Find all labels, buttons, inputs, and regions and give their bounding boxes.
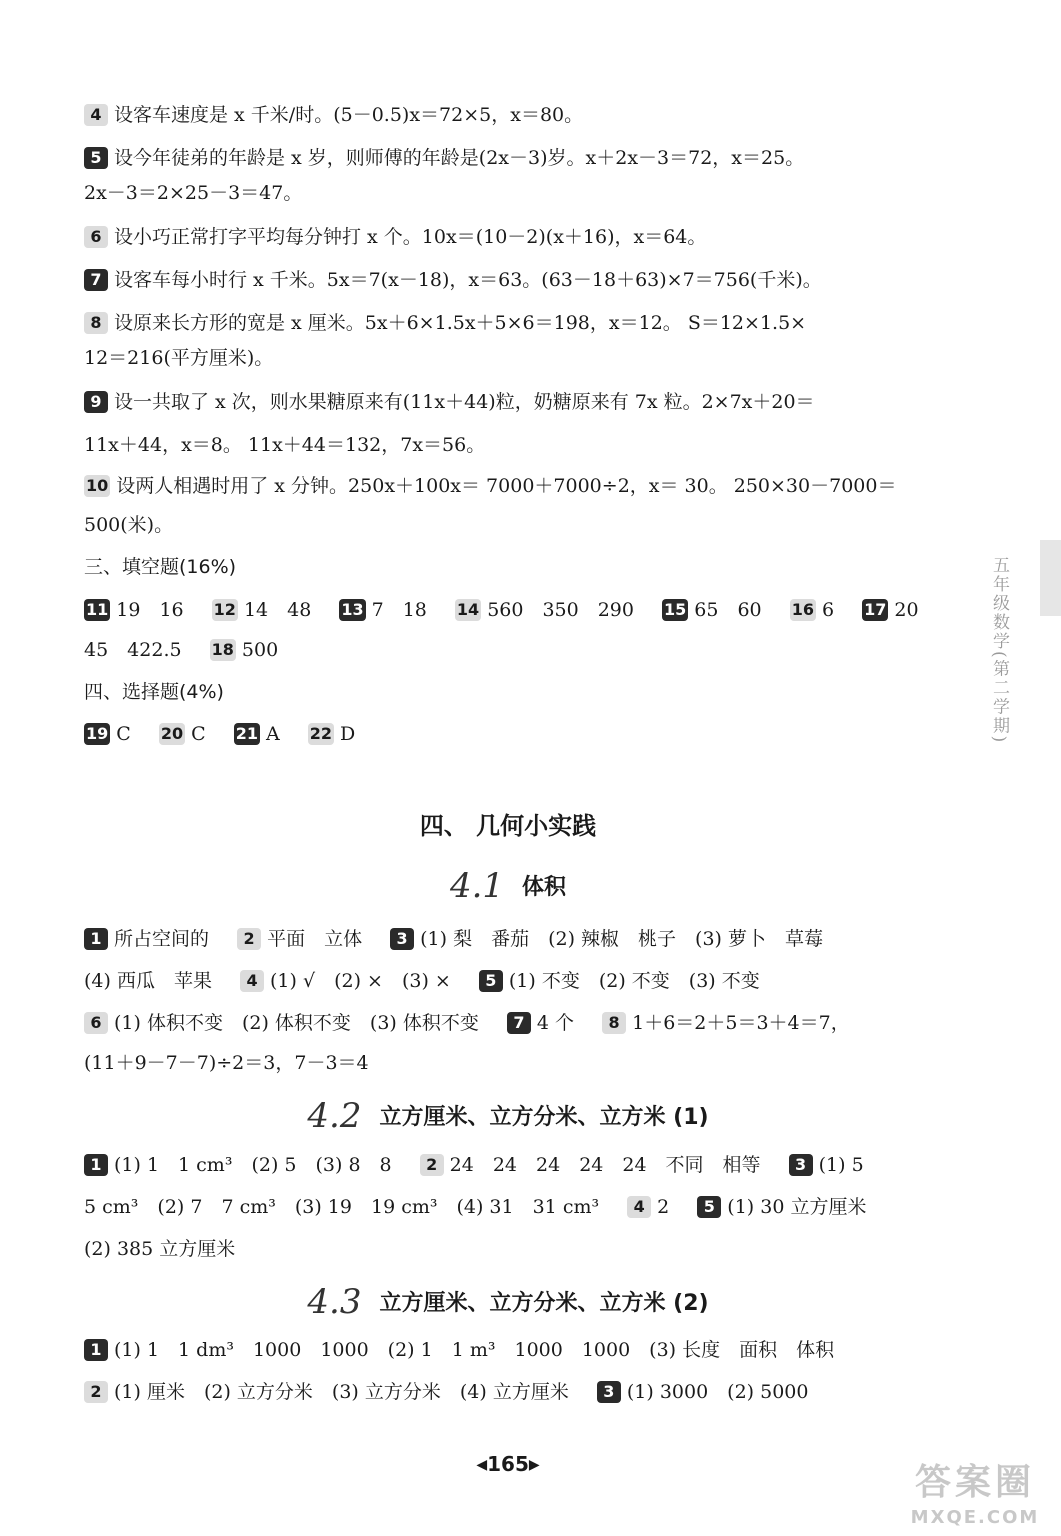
answer-item: 3 (1) 梨 番茄 (2) 辣椒 桃子 (3) 萝卜 草莓 bbox=[390, 928, 823, 950]
solution-text: 设一共取了 x 次，则水果糖原来有(11x＋44)粒，奶糖原来有 7x 粒。2×7x＋20＝ bbox=[114, 391, 815, 413]
watermark-line-1: 答案圈 bbox=[914, 1462, 1035, 1503]
solution-text: 设两人相遇时用了 x 分钟。250x＋100x＝ 7000＋7000÷2，x＝ 30。 250×30－7000＝ bbox=[116, 475, 897, 497]
solution-8-cont: 12＝216(平方厘米)。 bbox=[84, 347, 274, 369]
number-badge: 7 bbox=[507, 1012, 531, 1034]
fill-answer: 18 500 bbox=[211, 639, 279, 661]
number-badge: 20 bbox=[160, 724, 184, 743]
solution-10-cont: 500(米)。 bbox=[84, 514, 174, 536]
number-badge: 6 bbox=[84, 226, 108, 248]
solution-text: 设原来长方形的宽是 x 厘米。5x＋6×1.5x＋5×6＝198，x＝12。 S＝12×1.5× bbox=[114, 312, 807, 334]
number-badge: 16 bbox=[791, 600, 814, 619]
number-badge: 1 bbox=[84, 1339, 108, 1361]
watermark bbox=[895, 1454, 1055, 1528]
page-number-value: 165 bbox=[487, 1452, 529, 1476]
solution-4 bbox=[84, 102, 583, 128]
answer-item: 4 (1) √ (2) × (3) × bbox=[240, 970, 451, 992]
number-badge: 4 bbox=[627, 1196, 651, 1218]
answer-item: 7 4 个 bbox=[507, 1012, 574, 1034]
number-badge: 10 bbox=[86, 476, 109, 495]
fill-answer-cont: 45 422.5 bbox=[84, 639, 182, 661]
fill-answer: 12 14 48 bbox=[213, 599, 312, 621]
solution-5 bbox=[84, 145, 804, 171]
choice-answer: 20 C bbox=[160, 723, 206, 745]
answer-item: 5 (1) 30 立方厘米 bbox=[697, 1196, 866, 1218]
section-number: 4.3 bbox=[307, 1282, 362, 1322]
sec41-line-2 bbox=[84, 968, 760, 994]
answer-item: 6 (1) 体积不变 (2) 体积不变 (3) 体积不变 bbox=[84, 1012, 479, 1034]
sec43-line-1 bbox=[84, 1337, 834, 1363]
number-badge: 2 bbox=[237, 928, 261, 950]
sec41-line-4: (11＋9－7－7)÷2＝3，7－3＝4 bbox=[84, 1052, 369, 1074]
left-arrow-icon: ◀ bbox=[476, 1457, 488, 1473]
side-tab-marker bbox=[1040, 540, 1061, 616]
answer-item: 2 (1) 厘米 (2) 立方分米 (3) 立方分米 (4) 立方厘米 bbox=[84, 1381, 569, 1403]
number-badge: 21 bbox=[235, 724, 258, 743]
solution-text: 设小巧正常打字平均每分钟打 x 个。10x＝(10－2)(x＋16)，x＝64。 bbox=[114, 226, 707, 248]
side-label: 五年级数学(第二学期) bbox=[989, 556, 1009, 745]
number-badge: 15 bbox=[664, 600, 687, 619]
number-badge: 9 bbox=[84, 391, 108, 413]
solution-6 bbox=[84, 224, 706, 250]
section-4-1-heading bbox=[0, 866, 1016, 906]
answer-cont: (4) 西瓜 苹果 bbox=[84, 970, 212, 992]
fill-answer: 17 20 bbox=[864, 599, 919, 621]
fill-answer: 11 19 16 bbox=[86, 599, 184, 621]
number-badge: 3 bbox=[390, 928, 414, 950]
sec42-line-3: (2) 385 立方厘米 bbox=[84, 1238, 236, 1260]
number-badge: 4 bbox=[84, 104, 108, 126]
solution-7 bbox=[84, 267, 822, 293]
sec43-line-2 bbox=[84, 1379, 809, 1405]
number-badge: 22 bbox=[309, 724, 333, 743]
number-badge: 5 bbox=[84, 147, 108, 169]
number-badge: 2 bbox=[420, 1154, 444, 1176]
solution-9-cont: 11x＋44，x＝8。 11x＋44＝132，7x＝56。 bbox=[84, 434, 486, 456]
fill-answers-line-2 bbox=[84, 637, 278, 663]
number-badge: 5 bbox=[697, 1196, 721, 1218]
number-badge: 2 bbox=[84, 1381, 108, 1403]
number-badge: 6 bbox=[84, 1012, 108, 1034]
solution-text: 设客车速度是 x 千米/时。(5－0.5)x＝72×5，x＝80。 bbox=[114, 104, 584, 126]
answer-item: 2 24 24 24 24 24 不同 相等 bbox=[420, 1154, 761, 1176]
section-4-3-heading bbox=[0, 1282, 1016, 1322]
answer-item: 1 所占空间的 bbox=[84, 928, 209, 950]
answer-item: 5 (1) 不变 (2) 不变 (3) 不变 bbox=[479, 970, 760, 992]
sec41-line-3 bbox=[84, 1010, 850, 1036]
sec42-line-2 bbox=[84, 1194, 866, 1220]
solution-10 bbox=[84, 473, 896, 499]
sec42-line-1 bbox=[84, 1152, 864, 1178]
page-number bbox=[0, 1452, 1016, 1476]
number-badge: 12 bbox=[213, 600, 236, 619]
choice-answer: 19 C bbox=[86, 723, 131, 745]
answer-item: 1 (1) 1 1 cm³ (2) 5 (3) 8 8 bbox=[84, 1154, 392, 1176]
number-badge: 8 bbox=[84, 312, 108, 334]
fill-answer: 15 65 60 bbox=[664, 599, 762, 621]
choice-answer: 21 A bbox=[235, 723, 280, 745]
section-title: 体积 bbox=[522, 875, 567, 900]
section-4-2-heading bbox=[0, 1096, 1016, 1136]
answer-item: 4 2 bbox=[627, 1196, 669, 1218]
number-badge: 18 bbox=[211, 640, 234, 659]
fill-answer: 13 7 18 bbox=[341, 599, 427, 621]
number-badge: 3 bbox=[597, 1381, 621, 1403]
answer-item: 3 (1) 5 bbox=[789, 1154, 864, 1176]
section-heading-fill: 三、填空题(16%) bbox=[84, 556, 237, 578]
choice-answers-line bbox=[84, 721, 377, 747]
number-badge: 13 bbox=[341, 600, 364, 619]
fill-answer: 14 560 350 290 bbox=[456, 599, 634, 621]
solution-9 bbox=[84, 389, 815, 415]
number-badge: 8 bbox=[602, 1012, 626, 1034]
section-number: 4.1 bbox=[449, 866, 505, 906]
answer-item: 2 平面 立体 bbox=[237, 928, 362, 950]
choice-answer: 22 D bbox=[309, 723, 356, 745]
number-badge: 5 bbox=[479, 970, 503, 992]
number-badge: 14 bbox=[456, 600, 480, 619]
fill-answers-line bbox=[84, 597, 941, 623]
solution-8 bbox=[84, 310, 806, 336]
section-title: 立方厘米、立方分米、立方米 (2) bbox=[379, 1291, 709, 1316]
section-heading-choice: 四、选择题(4%) bbox=[84, 681, 224, 703]
sec41-line-1 bbox=[84, 926, 823, 952]
solution-text: 设客车每小时行 x 千米。5x＝7(x－18)，x＝63。(63－18＋63)×7＝756(千米)。 bbox=[114, 269, 822, 291]
solution-text: 设今年徒弟的年龄是 x 岁，则师傅的年龄是(2x－3)岁。x＋2x－3＝72，x＝25。 bbox=[114, 147, 805, 169]
answer-item: 8 1＋6＝2＋5＝3＋4＝7， bbox=[602, 1012, 850, 1034]
watermark-line-2: MXQE.COM bbox=[910, 1507, 1040, 1528]
number-badge: 3 bbox=[789, 1154, 813, 1176]
solution-5-cont: 2x－3＝2×25－3＝47。 bbox=[84, 182, 303, 204]
number-badge: 1 bbox=[84, 1154, 108, 1176]
answer-cont: 5 cm³ (2) 7 7 cm³ (3) 19 19 cm³ (4) 31 31 cm³ bbox=[84, 1196, 600, 1218]
number-badge: 19 bbox=[86, 724, 109, 743]
number-badge: 7 bbox=[84, 269, 108, 291]
answer-item: 1 (1) 1 1 dm³ 1000 1000 (2) 1 1 m³ 1000 1000 (3) 长度 面积 体积 bbox=[84, 1339, 834, 1361]
answer-item: 3 (1) 3000 (2) 5000 bbox=[597, 1381, 809, 1403]
section-number: 4.2 bbox=[307, 1096, 362, 1136]
right-arrow-icon: ▶ bbox=[528, 1457, 540, 1473]
chapter-title: 四、 几何小实践 bbox=[419, 812, 597, 840]
section-title: 立方厘米、立方分米、立方米 (1) bbox=[379, 1105, 709, 1130]
fill-answer: 16 6 bbox=[791, 599, 835, 621]
number-badge: 1 bbox=[84, 928, 108, 950]
number-badge: 4 bbox=[240, 970, 264, 992]
number-badge: 11 bbox=[86, 600, 109, 619]
number-badge: 17 bbox=[864, 600, 887, 619]
